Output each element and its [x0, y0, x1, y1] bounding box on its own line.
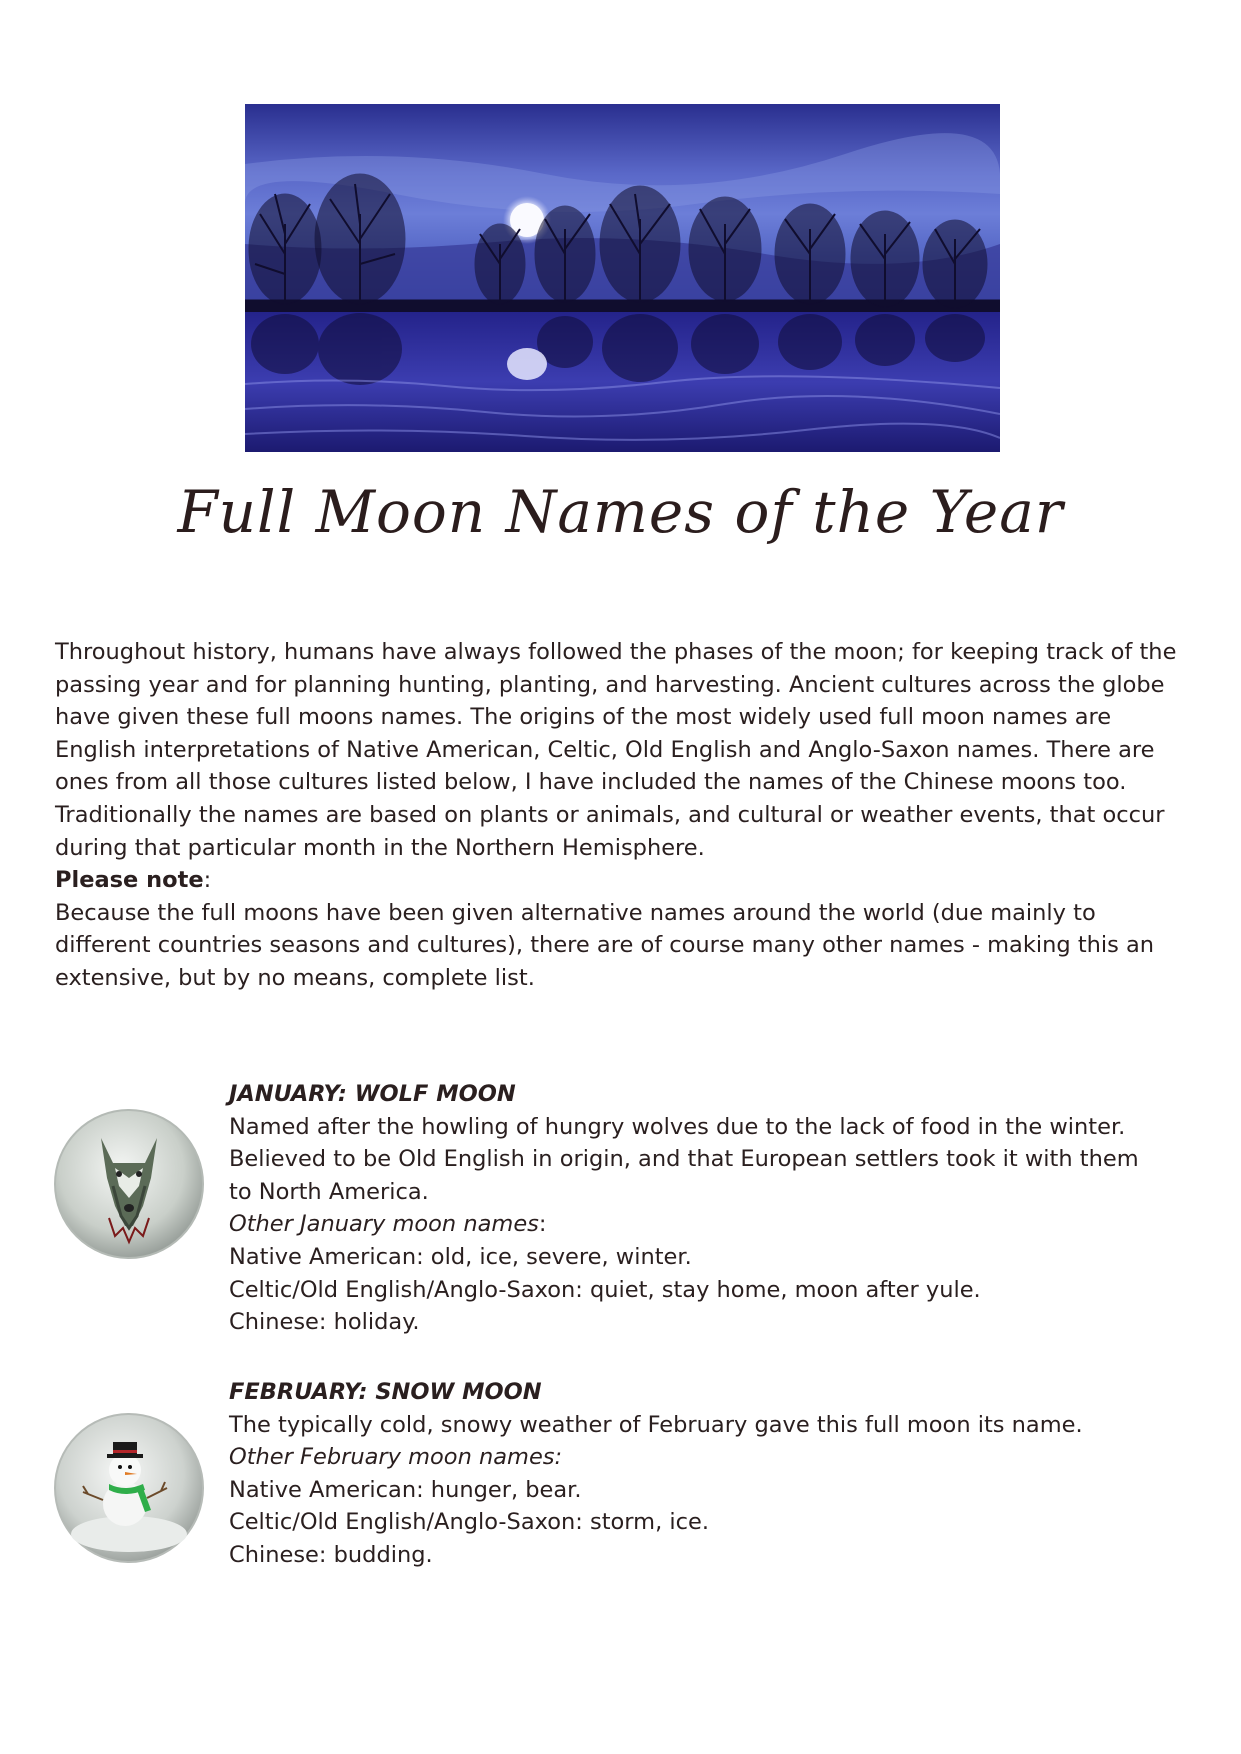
february-other-label: Other February moon names:: [229, 1444, 563, 1471]
february-celtic: Celtic/Old English/Anglo-Saxon: storm, ice.: [229, 1509, 709, 1536]
note-text: Because the full moons have been given alternative names around the world (due mainly to different countries seasons and cultures), there are of course many other names - making this an extensive, but by no means, complete list.: [55, 899, 1155, 991]
intro-section: [55, 636, 1195, 995]
page-title: Full Moon Names of the Year: [177, 478, 1064, 546]
january-desc-2: Believed to be Old English in origin, and that European settlers took it with them: [229, 1146, 1139, 1173]
february-desc-1: The typically cold, snowy weather of February gave this full moon its name.: [229, 1411, 1083, 1438]
january-other-line: [229, 1208, 1219, 1241]
note-line: [55, 864, 1195, 897]
snowman-moon-icon: [53, 1412, 205, 1564]
january-entry: [229, 1078, 1219, 1339]
february-native: Native American: hunger, bear.: [229, 1476, 582, 1503]
february-heading: FEBRUARY: SNOW MOON: [229, 1379, 542, 1405]
january-native: Native American: old, ice, severe, winter.: [229, 1243, 692, 1270]
note-label: Please note: [55, 867, 204, 894]
january-desc-1: Named after the howling of hungry wolves due to the lack of food in the winter.: [229, 1113, 1126, 1140]
january-other-colon: :: [538, 1211, 547, 1238]
february-chinese: Chinese: budding.: [229, 1541, 433, 1568]
january-desc-3: to North America.: [229, 1178, 429, 1205]
february-entry: [229, 1376, 1219, 1572]
moonlit-trees-photo: [245, 104, 1000, 452]
january-other-label: Other January moon names: [229, 1211, 539, 1238]
january-celtic: Celtic/Old English/Anglo-Saxon: quiet, stay home, moon after yule.: [229, 1276, 981, 1303]
intro-paragraph: Throughout history, humans have always followed the phases of the moon; for keeping track of the passing year and for planning hunting, planting, and harvesting. Ancient cultures across the globe have given these full moons names. The origins of the most widely used full moon names are English interpretations of Native American, Celtic, Old English and Anglo-Saxon names. There are ones from all those cultures listed below, I have included the names of the Chinese moons too. Traditionally the names are based on plants or animals, and cultural or weather events, that occur during that particular month in the Northern Hemisphere.: [55, 639, 1177, 861]
january-heading: JANUARY: WOLF MOON: [229, 1081, 516, 1107]
wolf-moon-icon: [53, 1108, 205, 1260]
january-chinese: Chinese: holiday.: [229, 1309, 420, 1336]
note-colon: :: [203, 867, 212, 894]
